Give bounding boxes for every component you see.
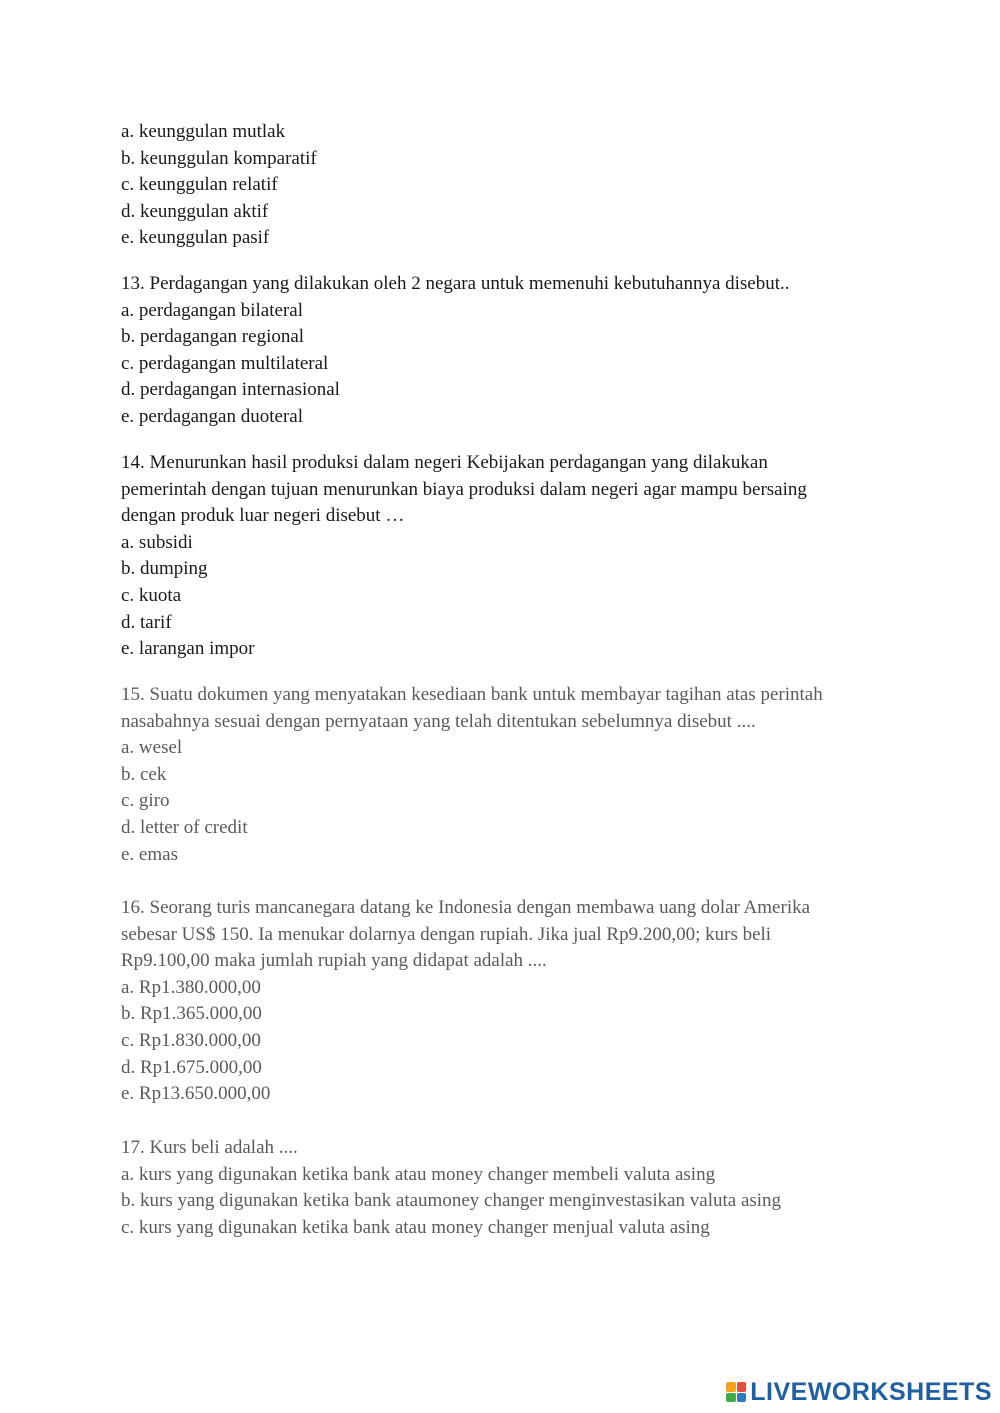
question-text-line: sebesar US$ 150. Ia menukar dolarnya dengan rupiah. Jika jual Rp9.200,00; kurs beli [121,923,772,945]
question-text-line: 15. Suatu dokumen yang menyatakan kesediaan bank untuk membayar tagihan atas perintah [121,684,823,705]
question-text-line: dengan produk luar negeri disebut … [121,505,405,527]
option-e[interactable]: e. emas [121,843,178,865]
option-b[interactable]: b. perdagangan regional [121,326,305,348]
question-text-line: 16. Seorang turis mancanegara datang ke Indonesia dengan membawa uang dolar Amerika [121,897,811,918]
option-b[interactable]: b. dumping [121,558,208,580]
option-c[interactable]: c. kuota [121,584,182,606]
option-b[interactable]: b. Rp1.365.000,00 [121,1003,262,1025]
logo-square [726,1382,736,1392]
option-a[interactable]: a. kurs yang digunakan ketika bank atau money changer membeli valuta asing [121,1163,716,1185]
question-17 [121,1135,881,1241]
option-list [121,119,881,252]
question-text: 17. Kurs beli adalah .... [121,1137,298,1158]
logo-square [737,1382,747,1392]
option-e[interactable]: e. Rp13.650.000,00 [121,1083,271,1105]
question-12 [121,119,881,252]
option-c[interactable]: c. kurs yang digunakan ketika bank atau money changer menjual valuta asing [121,1216,710,1238]
logo-text: LIVEWORKSHEETS [750,1378,992,1406]
option-c[interactable]: c. perdagangan multilateral [121,352,329,374]
option-a[interactable]: a. Rp1.380.000,00 [121,976,261,998]
question-14 [121,450,881,663]
option-e[interactable]: e. keunggulan pasif [121,227,270,249]
option-d[interactable]: d. letter of credit [121,816,248,838]
option-c[interactable]: c. keunggulan relatif [121,174,278,196]
option-b[interactable]: b. cek [121,763,167,785]
option-a[interactable]: a. wesel [121,737,183,759]
logo-square [726,1393,736,1403]
option-d[interactable]: d. tarif [121,611,172,633]
question-13 [121,271,881,431]
logo-square [737,1393,747,1403]
option-list [121,975,881,1108]
option-list [121,1162,881,1242]
question-text: 13. Perdagangan yang dilakukan oleh 2 negara untuk memenuhi kebutuhannya disebut.. [121,273,790,294]
option-d[interactable]: d. perdagangan internasional [121,379,340,401]
option-c[interactable]: c. Rp1.830.000,00 [121,1029,261,1051]
question-16 [121,895,881,1108]
option-d[interactable]: d. keunggulan aktif [121,200,269,222]
option-list [121,735,881,868]
option-a[interactable]: a. subsidi [121,531,193,553]
liveworksheets-logo[interactable] [726,1379,992,1405]
question-15 [121,682,881,868]
question-text-line: nasabahnya sesuai dengan pernyataan yang telah ditentukan sebelumnya disebut .... [121,710,756,732]
option-a[interactable]: a. keunggulan mutlak [121,121,286,142]
option-c[interactable]: c. giro [121,790,170,812]
option-b[interactable]: b. kurs yang digunakan ketika bank ataumoney changer menginvestasikan valuta asing [121,1190,782,1212]
liveworksheets-logo-icon [726,1382,746,1402]
option-e[interactable]: e. larangan impor [121,638,255,660]
question-text-line: pemerintah dengan tujuan menurunkan biaya produksi dalam negeri agar mampu bersaing [121,478,807,500]
option-e[interactable]: e. perdagangan duoteral [121,405,303,427]
option-a[interactable]: a. perdagangan bilateral [121,299,303,321]
option-d[interactable]: d. Rp1.675.000,00 [121,1056,262,1078]
option-list [121,530,881,663]
option-b[interactable]: b. keunggulan komparatif [121,147,317,169]
question-text-line: 14. Menurunkan hasil produksi dalam negeri Kebijakan perdagangan yang dilakukan [121,452,768,473]
option-list [121,298,881,431]
question-text-line: Rp9.100,00 maka jumlah rupiah yang didapat adalah .... [121,950,547,972]
